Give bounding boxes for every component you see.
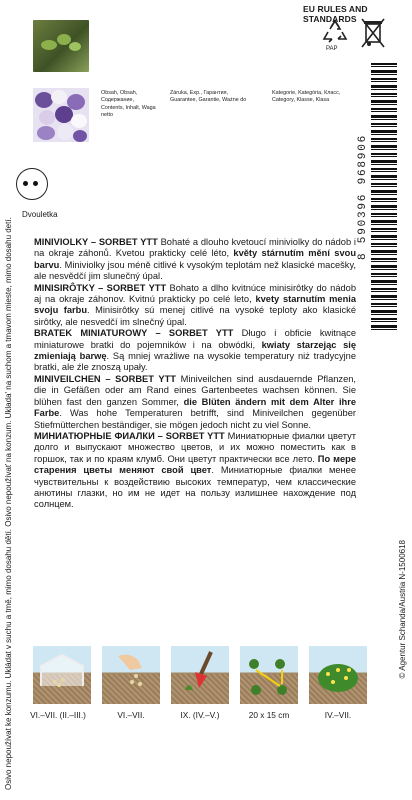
biennial-label: Dvouletka xyxy=(22,210,58,219)
description-paragraph-pl: BRATEK MINIATUROWY – SORBET YTT Długo i obficie kwitnące miniaturowe bratki do pojemników i na obwódki, kwiaty starzejąc się zmieniają barwę. Są mniej wrażliwe na wysokie temperatury niż tradycyjne bratki, ale źle znoszą upały. xyxy=(34,328,356,373)
eu-rules-heading: EU RULES AND STANDARDS xyxy=(303,4,368,24)
description-block xyxy=(34,237,356,511)
spacing-icon xyxy=(240,646,298,704)
side-text-left xyxy=(4,30,22,790)
pap-label: PAP xyxy=(326,46,338,52)
description-paragraph-de: MINIVEILCHEN – SORBET YTT Miniveilchen sind ausdauernde Pflanzen, die in Gefäßen oder am Rand eines Gartenbeetes wachsen können. Sie blühen fast den ganzen Sommer, die Blüten ändern mit dem Alter ihre Farbe. Was hohe Temperaturen betrifft, sind Miniveilchen gegenüber Stiefmütterchen beständiger, sie mögen jedoch nicht zu viel Sonne. xyxy=(34,373,356,430)
recycle-icon xyxy=(322,18,348,46)
seedling-photo xyxy=(33,20,89,72)
step-caption: VI.–VII. xyxy=(117,710,145,720)
description-paragraph-sk: MINISIRÔTKY – SORBET YTT Bohato a dlho kvitnúce minisirôtky do nádob aj na okraje záhonov. Kvitnú prakticky po celé leto, kvety starnutím menia svoju farbu. Minisirôtky sú menej citlivé na vysoké teploty ako klasické sirôtky, ale nesvedčí im slnečný úpal. xyxy=(34,282,356,327)
barcode-bars xyxy=(371,63,397,333)
contents-legend: Obsah, Obsah, Содержание, Contents, Inhalt, Waga netto xyxy=(101,90,156,119)
crossed-bin-icon xyxy=(360,16,386,50)
description-paragraph-ru: МИНИАТЮРНЫЕ ФИАЛКИ – SORBET YTT Миниатюрные фиалки цветут долго и выпускают множество цветов, и их можно поместить как в горшок, так и по краям клумб. Они цветут практически все лето. По мере старения цветы меняют свой цвет. Миниатюрные фиалки менее чувствительны к воздействию высоких температур, чем классические анютины глазки, но им не идет на пользу излишнее нахождение под солнцем. xyxy=(34,430,357,510)
step-caption: 20 x 15 cm xyxy=(248,710,290,720)
category-legend: Kategorie, Kategória, Класс, Category, Klasse, Klasa xyxy=(272,90,341,104)
side-text-right xyxy=(396,540,410,780)
step-caption: VI.–VII. (II.–III.) xyxy=(30,710,86,720)
description-paragraph-cs: MINIVIOLKY – SORBET YTT Bohaté a dlouho kvetoucí miniviolky do nádob i na okraje záhonů. Kvetou prakticky celé léto, květy stárnutím mění svou barvu. Miniviolky jsou méně citlivé k vysokým teplotám než klasické macešky, ale nesvědčí jim slunečný úpal. xyxy=(34,237,356,282)
trowel-transplant-icon xyxy=(171,646,229,704)
biennial-symbol-icon xyxy=(16,168,48,200)
violets-photo xyxy=(33,88,89,142)
hand-sowing-icon xyxy=(102,646,160,704)
cultivation-steps xyxy=(33,646,361,704)
flowering-bush-icon xyxy=(309,646,367,704)
barcode-digits: 8 590396 968906 xyxy=(357,133,369,261)
step-caption: IX. (IV.–V.) xyxy=(180,710,220,720)
copyright-text: © Agentur Schanda/Austria N-1500618 xyxy=(398,540,407,679)
guarantee-legend: Záruka, Exp., Гарантия, Guarantee, Garantie, Ważne do xyxy=(170,90,247,104)
barcode xyxy=(357,57,399,337)
storage-warning-text: Osivo nepoužívat ke konzumu. Ukládat v suchu a tmě, mimo dosahu dětí. Osivo nepoužívať na konzum. Uklada' na suchom a tmavom mieste, mimo dosahu detí. xyxy=(4,217,13,790)
greenhouse-sowing-icon xyxy=(33,646,91,704)
step-caption: IV.–VII. xyxy=(324,710,352,720)
